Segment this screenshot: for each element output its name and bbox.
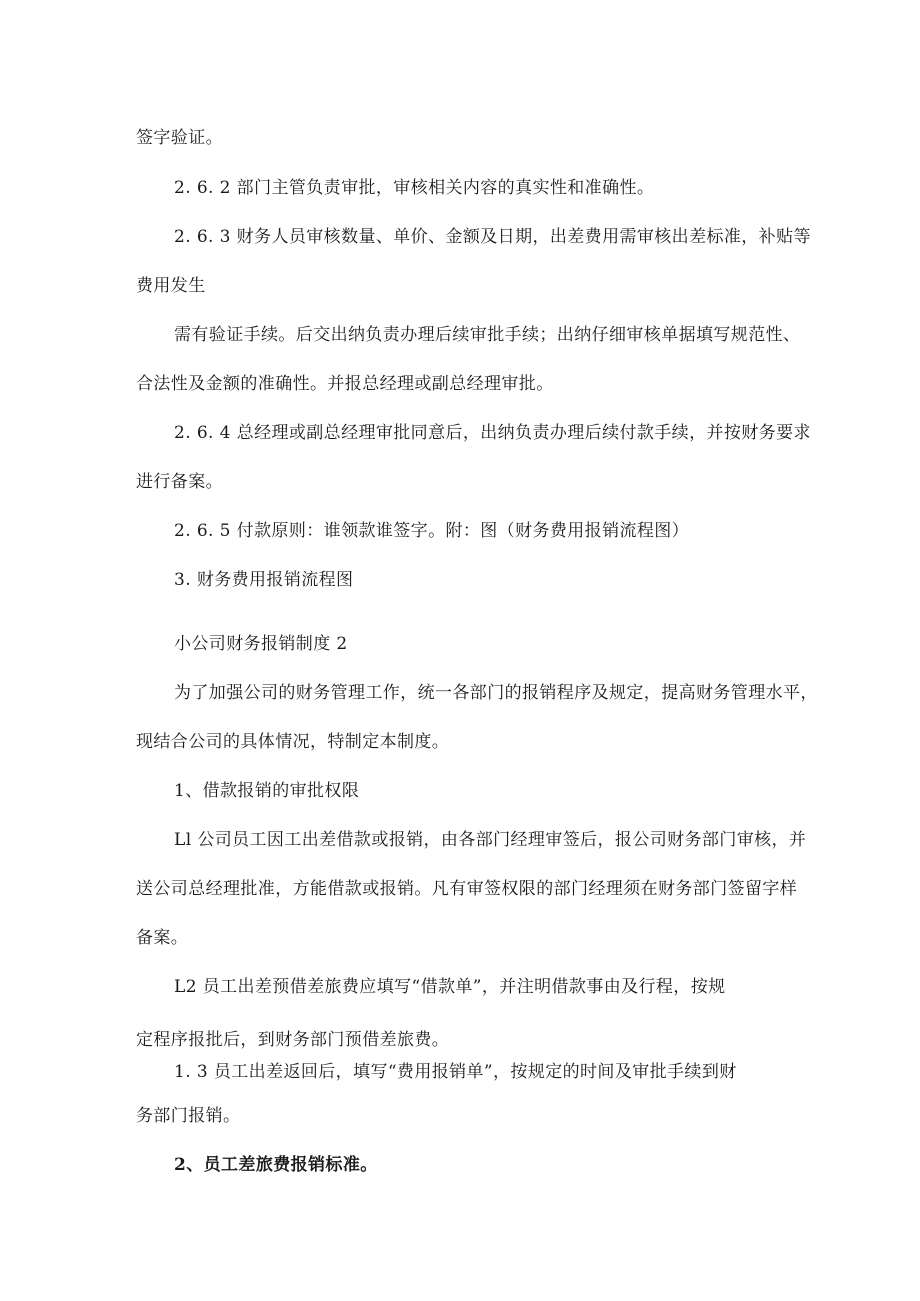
text-line-13: 现结合公司的具体情况，特制定本制度。 <box>136 732 450 752</box>
section-1-heading: 1、借款报销的审批权限 <box>174 781 360 801</box>
section-2-6-4: 2. 6. 4 总经理或副总经理审批同意后，出纳负责办理后续付款手续，并按财务要求 <box>174 423 811 443</box>
document-title-2: 小公司财务报销制度 2 <box>174 634 348 654</box>
section-2-heading: 2、员工差旅费报销标准。 <box>174 1155 378 1175</box>
section-1-2: L2 员工出差预借差旅费应填写“借款单”，并注明借款事由及行程，按规 <box>174 977 726 997</box>
text-line-4: 费用发生 <box>136 276 206 296</box>
text-line-1: 签字验证。 <box>136 128 223 148</box>
section-1-3: 1. 3 员工出差返回后，填写“费用报销单”，按规定的时间及审批手续到财 <box>174 1062 737 1082</box>
section-3-heading: 3. 财务费用报销流程图 <box>174 570 354 590</box>
section-2-6-2: 2. 6. 2 部门主管负责审批，审核相关内容的真实性和准确性。 <box>174 178 655 198</box>
section-2-6-5: 2. 6. 5 付款原则：谁领款谁签字。附：图（财务费用报销流程图） <box>174 521 690 541</box>
text-line-16: 送公司总经理批准，方能借款或报销。凡有审签权限的部门经理须在财务部门签留字样 <box>136 879 798 899</box>
intro-paragraph: 为了加强公司的财务管理工作，统一各部门的报销程序及规定，提高财务管理水平， <box>174 683 818 703</box>
text-line-17: 备案。 <box>136 928 189 948</box>
text-line-19: 定程序报批后，到财务部门预借差旅费。 <box>136 1030 450 1050</box>
text-line-5: 需有验证手续。后交出纳负责办理后续审批手续；出纳仔细审核单据填写规范性、 <box>174 325 801 345</box>
text-line-8: 进行备案。 <box>136 472 223 492</box>
text-line-21: 务部门报销。 <box>136 1106 241 1126</box>
section-1-1: Ll 公司员工因工出差借款或报销，由各部门经理审签后，报公司财务部门审核，并 <box>174 830 807 850</box>
section-2-6-3: 2. 6. 3 财务人员审核数量、单价、金额及日期，出差费用需审核出差标准，补贴等 <box>174 227 811 247</box>
text-line-6: 合法性及金额的准确性。并报总经理或副总经理审批。 <box>136 374 554 394</box>
